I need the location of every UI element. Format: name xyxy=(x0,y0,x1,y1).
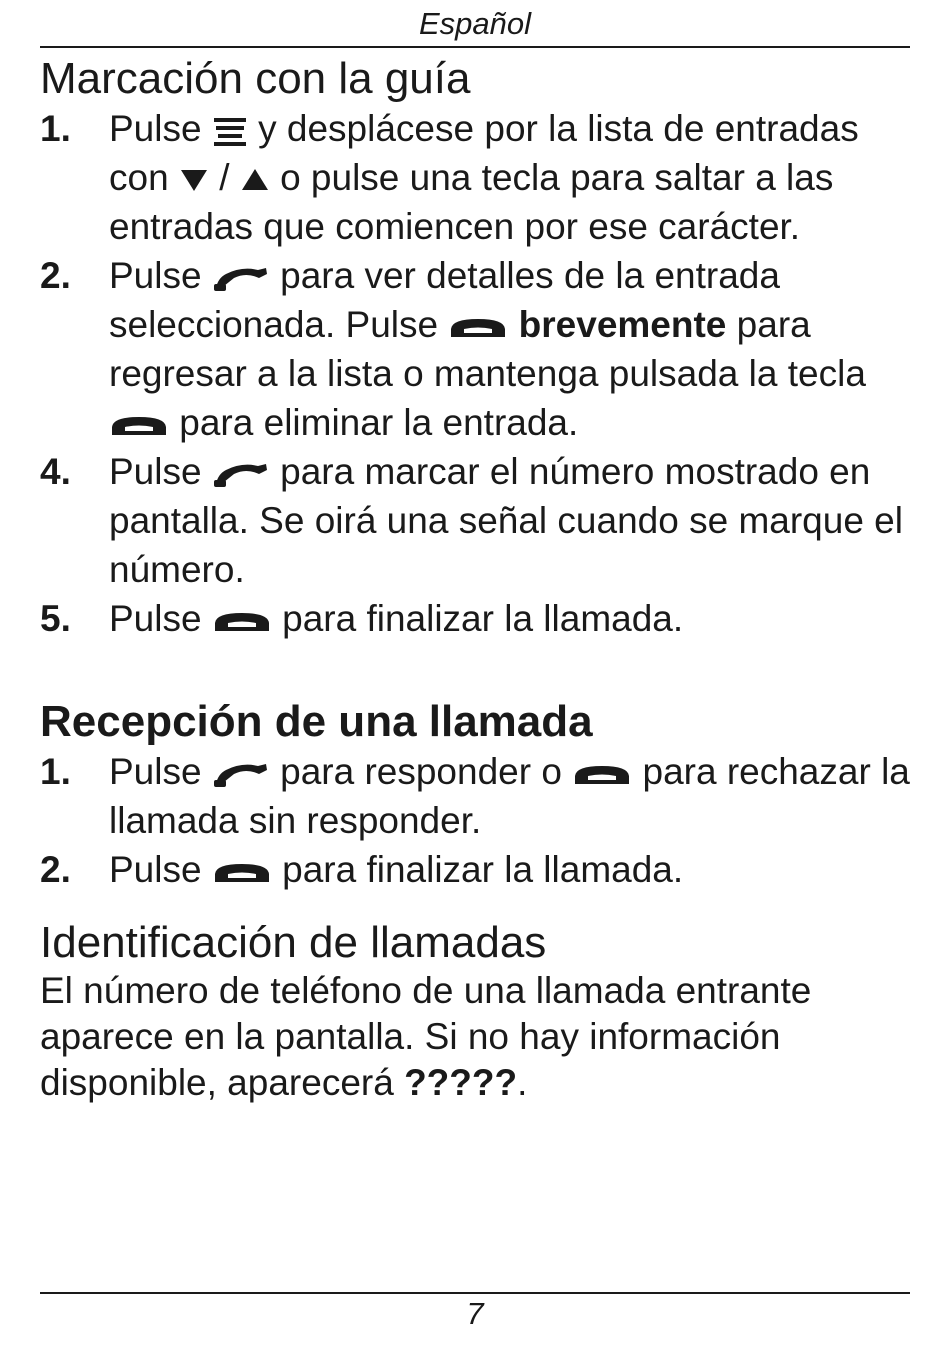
list-item xyxy=(40,104,910,251)
list-item xyxy=(40,845,910,894)
header-language: Español xyxy=(418,6,532,41)
step-text: Pulse xyxy=(109,255,202,296)
up-arrow-icon xyxy=(240,167,270,193)
list-item xyxy=(40,594,910,643)
page-header xyxy=(40,4,910,48)
page-number: 7 xyxy=(466,1296,484,1331)
end-call-icon xyxy=(448,315,508,339)
step-text: Pulse xyxy=(109,108,202,149)
end-call-icon xyxy=(212,860,272,884)
section-title-receive: Recepción de una llamada xyxy=(40,697,593,746)
emphasis-text: brevemente xyxy=(518,304,727,345)
paragraph-end: . xyxy=(517,1062,528,1103)
end-call-icon xyxy=(109,413,169,437)
step-text: / xyxy=(219,157,230,198)
callerid-paragraph xyxy=(40,968,910,1106)
down-arrow-icon xyxy=(179,167,209,193)
step-text: Pulse xyxy=(109,598,202,639)
step-text: para marcar el número mostrado en pantalla. Se oirá una señal cuando se marque el número. xyxy=(109,451,903,590)
step-number: 1. xyxy=(40,751,71,792)
list-item xyxy=(40,251,910,447)
step-number: 2. xyxy=(40,255,71,296)
step-number: 2. xyxy=(40,849,71,890)
unknown-number-text: ????? xyxy=(404,1062,518,1103)
step-number: 1. xyxy=(40,108,71,149)
step-text: para rechazar la llamada sin responder. xyxy=(109,751,910,841)
step-text: o pulse una tecla para saltar a las entradas que comiencen por ese carácter. xyxy=(109,157,834,247)
end-call-icon xyxy=(572,762,632,786)
step-text: Pulse xyxy=(109,751,202,792)
step-text: para finalizar la llamada. xyxy=(282,849,684,890)
talk-phone-icon xyxy=(212,760,270,788)
step-text: Pulse xyxy=(109,451,202,492)
directory-steps xyxy=(40,104,910,643)
step-text: para eliminar la entrada. xyxy=(179,402,579,443)
step-text: para responder o xyxy=(280,751,562,792)
step-number: 5. xyxy=(40,598,71,639)
step-text: y desplácese por la lista de entradas con xyxy=(109,108,859,198)
step-number: 4. xyxy=(40,451,71,492)
step-text: para ver detalles de la entrada seleccionada. Pulse xyxy=(109,255,780,345)
list-item xyxy=(40,747,910,845)
section-title-callerid: Identificación de llamadas xyxy=(40,918,547,967)
paragraph-text: El número de teléfono de una llamada entrante aparece en la pantalla. Si no hay información disponible, aparecerá xyxy=(40,970,812,1103)
page-content xyxy=(40,54,910,1106)
list-item xyxy=(40,447,910,594)
step-text: para finalizar la llamada. xyxy=(282,598,684,639)
talk-phone-icon xyxy=(212,460,270,488)
step-text: Pulse xyxy=(109,849,202,890)
step-text: para regresar a la lista o mantenga pulsada la tecla xyxy=(109,304,866,394)
section-title-directory: Marcación con la guía xyxy=(40,54,471,103)
menu-icon xyxy=(212,116,248,146)
receive-steps xyxy=(40,747,910,894)
talk-phone-icon xyxy=(212,264,270,292)
end-call-icon xyxy=(212,609,272,633)
